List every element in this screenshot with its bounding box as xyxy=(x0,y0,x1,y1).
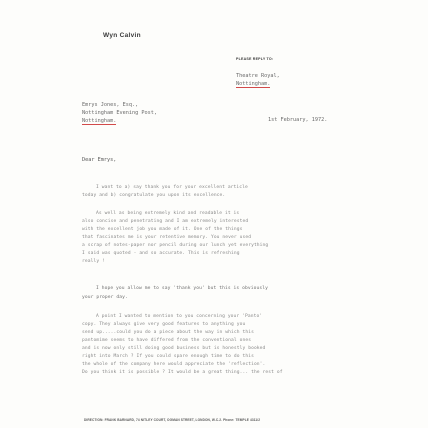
reply-address-line: Nottingham. xyxy=(236,81,271,87)
reply-address-line: Theatre Royal, xyxy=(236,73,280,79)
letter-date: 1st February, 1972. xyxy=(268,117,328,123)
body-line: right into March ? If you could spare enough time to do this xyxy=(82,354,254,359)
salutation: Dear Emrys, xyxy=(82,157,117,163)
recipient-address-line: Emrys Jones, Esq., xyxy=(82,102,139,108)
body-line: copy. They always give very good features to anything you xyxy=(82,322,246,327)
reply-to-label: PLEASE REPLY TO: xyxy=(236,57,274,61)
body-line: with the excellent job you made of it. One of the things xyxy=(82,227,243,232)
recipient-address-line: Nottingham Evening Post, xyxy=(82,110,157,116)
body-line: As well as being extremely kind and readable it is xyxy=(96,211,240,216)
body-line: a scrap of notes-paper nor pencil during our lunch yet everything xyxy=(82,243,269,248)
letterhead-name: Wyn Calvin xyxy=(103,32,141,39)
body-line: and is now only still doing good business but is honestly booked xyxy=(82,346,266,351)
body-line: I want to a) say thank you for your excellent article xyxy=(96,185,248,190)
letterhead-footer: DIRECTION: FRANK BARNARD, 74 NITLEY COURT, OGMAN STREET, LONDON, W.C.2. Phone: TEMPLE 4311/2 xyxy=(84,418,261,422)
body-line: A point I wanted to mention to you concerning your 'Panto' xyxy=(96,314,263,319)
body-line: the whole of the company here would appreciate the 'reflection'. xyxy=(82,362,266,367)
body-line: pantomime seems to have differed from the conventional ones xyxy=(82,338,252,343)
body-line: I hope you allow me to say 'thank you' but this is obviously xyxy=(96,286,268,291)
recipient-address-line: Nottingham. xyxy=(82,118,117,124)
body-line: also concise and penetrating and I am extremely interested xyxy=(82,219,249,224)
body-line: really ! xyxy=(82,259,105,264)
body-line: Do you think it is possible ? It would be a great thing... the rest of xyxy=(82,370,283,375)
body-line: your proper day. xyxy=(82,295,128,300)
body-line: I said was quoted - and so accurate. This is refreshing xyxy=(82,251,240,256)
body-line: today and b) congratulate you upon its excellence. xyxy=(82,193,226,198)
body-line: send up.....could you do a piece about the way in which this xyxy=(82,330,254,335)
body-line: that fascinates me is your retentive memory. You never used xyxy=(82,235,252,240)
